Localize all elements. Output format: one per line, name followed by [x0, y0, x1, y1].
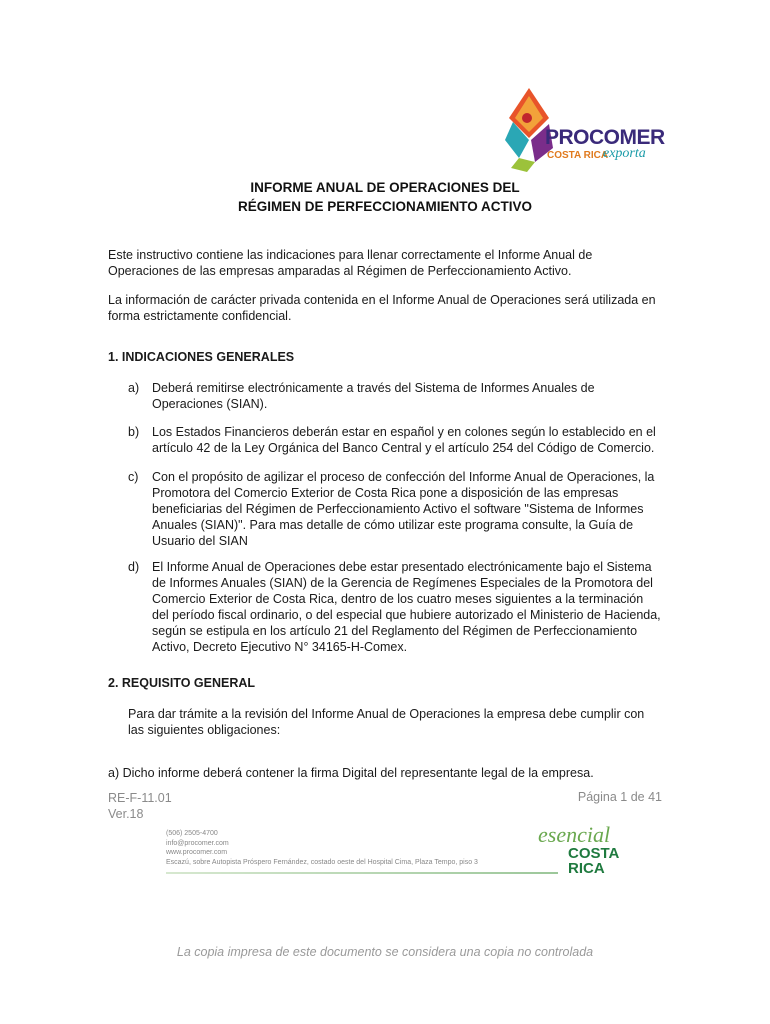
intro-p1-line-1: Este instructivo contiene las indicaciones para llenar correctamente el Informe Anual de [108, 248, 593, 262]
intro-p2-line-2: forma estrictamente confidencial. [108, 309, 292, 323]
list-item-marker: a) [128, 381, 140, 395]
list-item-line: artículo 42 de la Ley Orgánica del Banco Central y el artículo 254 del Código de Comercio. [152, 441, 655, 455]
list-item-marker: c) [128, 470, 139, 484]
intro-p2-line-1: La información de carácter privada contenida en el Informe Anual de Operaciones será utilizada en [108, 293, 656, 307]
procomer-logo-word: PROCOMER [545, 126, 665, 149]
procomer-logo-country: COSTA RICA [547, 150, 609, 161]
list-item-text [152, 380, 662, 412]
list-item-line: Los Estados Financieros deberán estar en español y en colones según lo establecido en el [152, 425, 656, 439]
list-item-marker: d) [128, 560, 140, 574]
list-item-line: de Informes Anuales (SIAN) de la Gerencia de Regímenes Especiales de la Promotora del [152, 576, 653, 590]
list-item-line: del período fiscal ordinario, o del especial que hubiere autorizado el Ministerio de Hacienda, [152, 608, 661, 622]
list-item-marker: b) [128, 425, 140, 439]
section-2-body-line-1: Para dar trámite a la revisión del Informe Anual de Operaciones la empresa debe cumplir con [128, 707, 645, 721]
procomer-logo-tagline: exporta [603, 146, 646, 161]
section-2-body-line-2: las siguientes obligaciones: [128, 723, 281, 737]
list-item-line: Activo, Decreto Ejecutivo N° 34165-H-Comex. [152, 640, 408, 654]
contact-address: Escazú, sobre Autopista Próspero Fernández, costado oeste del Hospital Cima, Plaza Tempo, piso 3 [166, 858, 478, 866]
list-item-line: Promotora del Comercio Exterior de Costa Rica pone a disposición de las empresas [152, 486, 619, 500]
document-title-line-2: RÉGIMEN DE PERFECCIONAMIENTO ACTIVO [237, 199, 533, 214]
intro-paragraph-2 [108, 292, 662, 324]
document-title-line-1: INFORME ANUAL DE OPERACIONES DEL [250, 180, 520, 195]
list-item-line: Con el propósito de agilizar el proceso de confección del Informe Anual de Operaciones, la [152, 470, 655, 484]
esencial-logo-costa: COSTA [568, 845, 620, 862]
intro-p1-line-2: Operaciones de las empresas amparadas al Régimen de Perfeccionamiento Activo. [108, 264, 572, 278]
list-item-text [152, 424, 662, 456]
intro-paragraph-1 [108, 247, 662, 279]
footer-divider [166, 872, 558, 874]
esencial-logo-rica: RICA [568, 860, 605, 877]
uncontrolled-copy-disclaimer: La copia impresa de este documento se considera una copia no controlada [176, 945, 594, 959]
list-item-line: Anuales (SIAN)". Para mas detalle de cómo utilizar este programa consulte, la Guía de [152, 518, 634, 532]
list-item-line: beneficiarias del Régimen de Perfeccionamiento Activo el software "Sistema de Informes [152, 502, 644, 516]
list-item-text [152, 469, 662, 549]
list-item-line: Deberá remitirse electrónicamente a través del Sistema de Informes Anuales de [152, 381, 595, 395]
procomer-logo [505, 88, 665, 176]
section-1-heading: 1. INDICACIONES GENERALES [108, 350, 295, 364]
list-item-line: Usuario del SIAN [152, 534, 248, 548]
contact-phone: (506) 2505-4700 [166, 830, 218, 837]
list-item-text [152, 559, 662, 655]
esencial-costa-rica-logo [530, 822, 640, 882]
document-code [108, 790, 172, 822]
contact-website: www.procomer.com [166, 849, 228, 856]
list-item-line: según se estipula en los artículo 21 del Reglamento del Régimen de Perfeccionamiento [152, 624, 638, 638]
page-number: Página 1 de 41 [577, 790, 662, 804]
document-version: Ver.18 [108, 807, 144, 821]
document-title [0, 178, 770, 216]
section-2-heading: 2. REQUISITO GENERAL [108, 676, 256, 690]
contact-email: info@procomer.com [166, 839, 229, 847]
esencial-logo-script: esencial [538, 822, 611, 847]
section-2-item-a: a) Dicho informe deberá contener la firma Digital del representante legal de la empresa. [108, 766, 594, 780]
section-2-body [128, 706, 662, 738]
document-code-id: RE-F-11.01 [108, 791, 172, 805]
list-item-line: El Informe Anual de Operaciones debe estar presentado electrónicamente bajo el Sistema [152, 560, 652, 574]
list-item-line: Comercio Exterior de Costa Rica, dentro de los cuatro meses siguientes a la terminación [152, 592, 644, 606]
contact-block [166, 829, 478, 867]
list-item-line: Operaciones (SIAN). [152, 397, 268, 411]
